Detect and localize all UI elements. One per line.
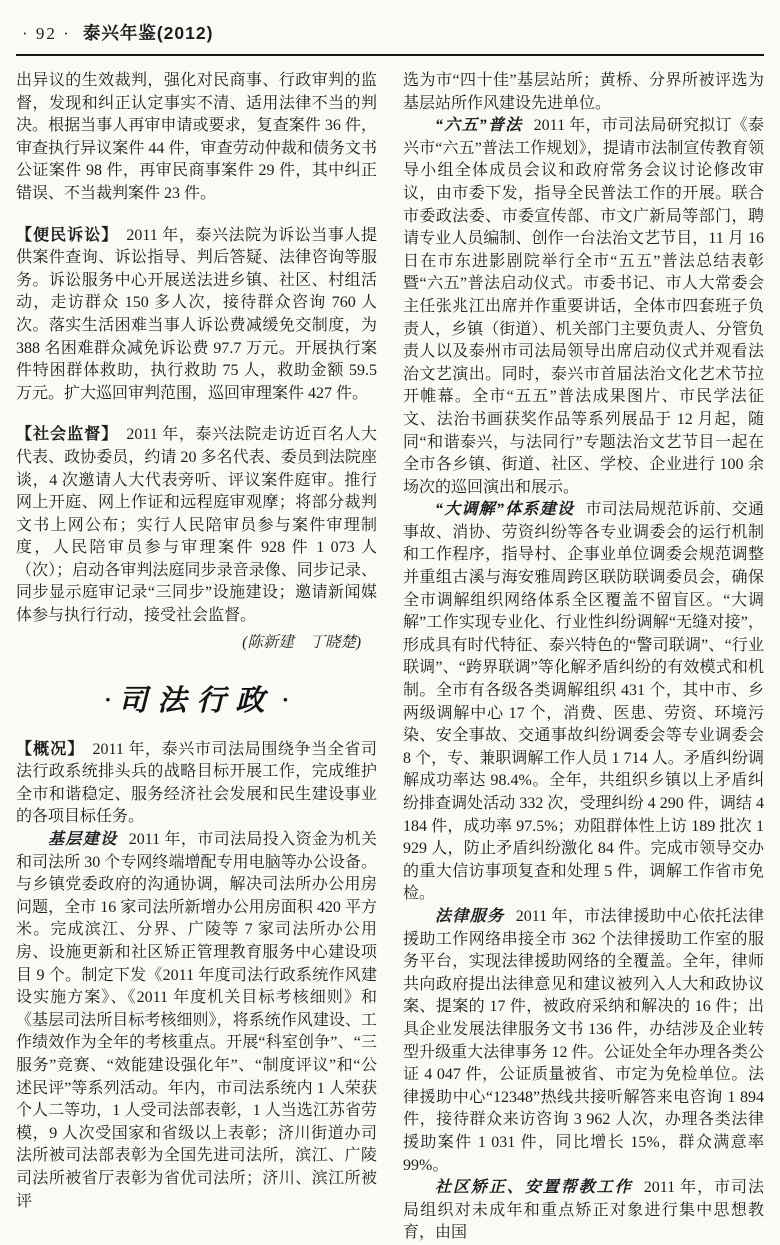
paragraph-text: 2011 年，市司法局投入资金为机关和司法所 30 个专网终端增配专用电脑等办公设备。与乡镇党委政府的沟通协调，解决司法所办公用房问题，全市 16 家司法所新增办公用房面积 420 平方米。完成滨江、分界、广陵等 7 家司法所办公用房、设施更新和社区矫正管理教育服务中心建设项目 9 个。制定下发《2011 年度司法行政系统作风建设实施方案》、《2011 年度机关目标考核细则》和《基层司法所目标考核细则》，将系统作风建设、工作绩效作为全年的考核重点。开展“科室创争”、“三服务”竞赛、“效能建设强化年”、“制度评议”和“公述民评”等系列活动。年内，市司法系统内 1 人荣获个人二等功，1 人受司法部表彰，1 人当选江苏省劳模，9 人次受国家和省级以上表彰；济川街道办司法所被司法部表彰为全国先进司法所，滨江、广陵司法所被省厅表彰为省优司法所；济川、滨江所被评 (16, 831, 377, 1210)
paragraph-text: 2011 年，市司法局组织对未成年和重点矫正对象进行集中思想教育，由国 (403, 1179, 764, 1242)
subsection-label: 社区矫正、安置帮教工作 (435, 1179, 633, 1197)
paragraph-continuation (16, 70, 377, 206)
text-columns (16, 70, 764, 1245)
paragraph-text: 2011 年，市司法局研究拟订《泰兴市“六五”普法工作规划》，提请市法制宣传教育领导小组全体成员会议和政府常务会议讨论修改审议，由市委下发，指导全民普法工作的开展。联合市委政法委、市委宣传部、市文广新局等部门，聘请专业人员编制、创作一台法治文艺节目，11 月 16 日在市东进影剧院举行全市“五五”普法总结表彰暨“六五”普法启动仪式。市委书记、市人大常委会主任张兆江出席并作重要讲话，全体市四套班子负责人，乡镇（街道）、机关部门主要负责人、分管负责人以及泰州市司法局领导出席启动仪式并观看法治文艺演出。同时，泰兴市首届法治文化艺术节拉开帷幕。全市“五五”普法成果图片、市民学法征文、法治书画获奖作品等系列展品于 12 月起，随同“和谐泰兴，与法同行”专题法治文艺节目一起在全市各乡镇、街道、社区、学校、企业进行 100 余场次的巡回演出和展示。 (403, 117, 764, 496)
book-title: 泰兴年鉴(2012) (82, 23, 214, 43)
section-title (16, 678, 377, 719)
subsection-grassroots-construction (16, 829, 377, 1213)
page-number: · 92 · (22, 24, 71, 43)
right-column (403, 70, 764, 1245)
subsection-label: 法律服务 (435, 907, 505, 925)
byline: (陈新建 丁晓楚) (242, 633, 361, 651)
subsection-liuwu-law-popularization (403, 115, 764, 499)
paragraph-text: 2011 年，泰兴法院走访近百名人大代表、政协委员，约请 20 多名代表、委员到法院座谈，4 次邀请人大代表旁听、评议案件庭审。推行网上开庭、网上作证和远程庭审观摩；将部分裁判文书上网公布；实行人民陪审员参与案件审理制度，人民陪审员参与审理案件 928 件 1 073 人（次）；启动各审判法庭同步录音录像、同步记录、同步显示庭审记录“三同步”设施建设；邀请新闻媒体参与执行行动，接受社会监督。 (16, 426, 377, 625)
subsection-legal-services (403, 906, 764, 1177)
section-title-text: 司法行政 (118, 684, 275, 717)
subsection-label: “大调解”体系建设 (435, 501, 575, 519)
entry-overview (16, 739, 377, 829)
left-column (16, 70, 377, 1245)
entry-label: 【社会监督】 (16, 426, 119, 444)
subsection-label: 基层建设 (48, 831, 118, 849)
paragraph-text: 市司法局规范诉前、交通事故、消协、劳资纠纷等各专业调委会的运行机制和工作程序，指导村、企事业单位调委会规范调整并重组古溪与海安雅周跨区联防联调委员会，确保全市调解组织网络体系全区覆盖不留盲区。“大调解”工作实现专业化、行业性纠纷调解“无缝对接”，形成具有时代特征、泰兴特色的“警司联调”、“行业联调”、“跨界联调”等化解矛盾纠纷的有效模式和机制。全市有各级各类调解组织 431 个，其中市、乡两级调解中心 17 个，消费、医患、劳资、环境污染、安全事故、交通事故纠纷调委会等专业调委会 8 个，专、兼职调解工作人员 1 714 人。矛盾纠纷调解成功率达 98.4%。全年，共组织乡镇以上矛盾纠纷排查调处活动 332 次，受理纠纷 4 290 件，调结 4 184 件，成功率 97.5%；劝阻群体性上访 189 批次 1 929 人，防止矛盾纠纷激化 84 件。完成市领导交办的重大信访事项复查和处理 5 件，调解工作省市免检。 (403, 501, 764, 903)
entry-convenient-litigation (16, 225, 377, 406)
paragraph-text: 选为市“四十佳”基层站所；黄桥、分界所被评选为基层站所作风建设先进单位。 (403, 72, 764, 112)
title-dot-right: · (282, 686, 288, 712)
title-dot-left: · (104, 686, 111, 712)
paragraph-text: 出异议的生效裁判，强化对民商事、行政审判的监督，发现和纠正认定事实不清、适用法律不当的判决。根据当事人再审申请或要求，复查案件 36 件，审查执行异议案件 44 件，审查劳动仲裁和债务文书公证案件 98 件，再审民商事案件 29 件，其中纠正错误、不当裁判案件 23 件。 (16, 72, 377, 202)
subsection-community-correction (403, 1177, 764, 1245)
entry-social-supervision (16, 424, 377, 627)
subsection-label: “六五”普法 (435, 117, 523, 135)
entry-label: 【便民诉讼】 (16, 226, 119, 244)
subsection-grand-mediation-system (403, 499, 764, 906)
entry-label: 【概况】 (16, 740, 85, 758)
paragraph-continuation (403, 70, 764, 115)
page-header (16, 16, 764, 56)
paragraph-text: 2011 年，泰兴市司法局围绕争当全省司法行政系统排头兵的战略目标开展工作，完成维护全市和谐稳定、服务经济社会发展和民生建设事业的各项目标任务。 (16, 740, 377, 826)
paragraph-text: 2011 年，泰兴法院为诉讼当事人提供案件查询、诉讼指导、判后答疑、法律咨询等服务。诉讼服务中心开展送法进乡镇、社区、村组活动，走访群众 150 多人次，接待群众咨询 760 人次。落实生活困难当事人诉讼费减缓免交制度，为 388 名困难群众减免诉讼费 97.7 万元。开展执行案件特困群体救助，执行救助 75 人，救助金额 59.5 万元。扩大巡回审判范围，巡回审理案件 427 件。 (16, 226, 377, 402)
paragraph-text: 2011 年，市法律援助中心依托法律援助工作网络串接全市 362 个法律援助工作室的服务平台，实现法律援助网络的全覆盖。全年，律师共向政府提出法律意见和建议被列入人大和政协议案、提案的 17 件，被政府采纳和解决的 16 件；出具企业发展法律服务文书 136 件，办结涉及企业转型升级重大法律事务 12 件。公证处全年办理各类公证 4 047 件，公证质量被省、市定为免检单位。法律援助中心“12348”热线共接听解答来电咨询 1 894 件，接待群众来访咨询 3 962 人次，办理各类法律援助案件 1 031 件，同比增长 15%，群众满意率 99%。 (403, 907, 764, 1174)
